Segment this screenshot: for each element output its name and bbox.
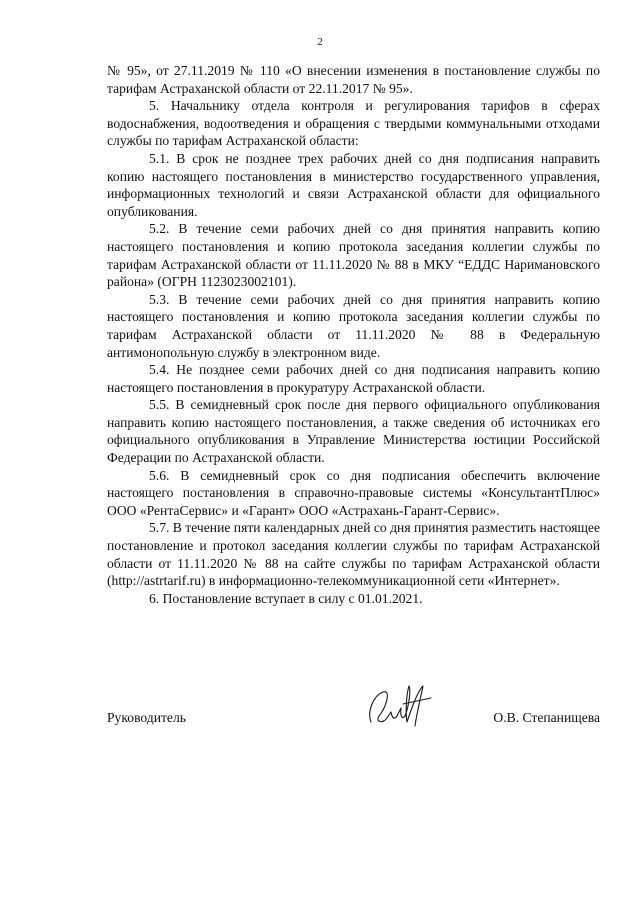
paragraph-item-5: 5. Начальнику отдела контроля и регулирования тарифов в сферах водоснабжения, водоотведения и обращения с твердыми коммунальными отходами службы по тарифам Астраханской области:: [107, 98, 600, 149]
paragraph-item-5-4: 5.4. Не позднее семи рабочих дней со дня подписания направить копию настоящего постановления в прокуратуру Астраханской области.: [107, 362, 600, 395]
document-body: [107, 62, 600, 607]
paragraph-item-6: 6. Постановление вступает в силу с 01.01.2021.: [149, 590, 423, 606]
page-number: 2: [317, 36, 323, 48]
paragraph-item-5-2: 5.2. В течение семи рабочих дней со дня принятия направить копию настоящего постановления и копию протокола заседания коллегии службы по тарифам Астраханской области от 11.11.2020 № 88 в МКУ “ЕДДС Наримановского района» (ОГРН 1123023002101).: [107, 221, 600, 290]
signatory-name: О.В. Степанищева: [493, 710, 600, 725]
signatory-position: Руководитель: [107, 710, 186, 725]
handwritten-signature: [365, 682, 437, 732]
paragraph-item-5-7: 5.7. В течение пяти календарных дней со дня принятия разместить настоящее постановление и протокол заседания коллегии службы по тарифам Астраханской области от 11.11.2020 № 88 на сайте службы по тарифам Астраханской области (http://astrtarif.ru) в информационно-телекоммуникационной сети «Интернет».: [107, 520, 600, 589]
paragraph-item-5-3: 5.3. В течение семи рабочих дней со дня принятия направить копию настоящего постановления и копию протокола заседания коллегии службы по тарифам Астраханской области от 11.11.2020 № 88 в Федеральную антимонопольную службу в электронном виде.: [107, 291, 600, 360]
paragraph-continuation: № 95», от 27.11.2019 № 110 «О внесении изменения в постановление службы по тарифам Астраханской области от 22.11.2017 № 95».: [107, 63, 600, 96]
paragraph-item-5-5: 5.5. В семидневный срок после дня первого официального опубликования направить копию настоящего постановления, а также сведения об источниках его официального опубликования в Управление Министерства юстиции Российской Федерации по Астраханской области.: [107, 397, 600, 466]
paragraph-item-5-6: 5.6. В семидневный срок со дня подписания обеспечить включение настоящего постановления в справочно-правовые системы «КонсультантПлюс» ООО «РентаСервис» и «Гарант» ООО «Астрахань-Гарант-Сервис».: [107, 467, 600, 518]
paragraph-item-5-1: 5.1. В срок не позднее трех рабочих дней со дня подписания направить копию настоящего постановления в министерство государственного управления, информационных технологий и связи Астраханской области для официального опубликования.: [107, 150, 600, 219]
signature-block: [107, 682, 600, 742]
